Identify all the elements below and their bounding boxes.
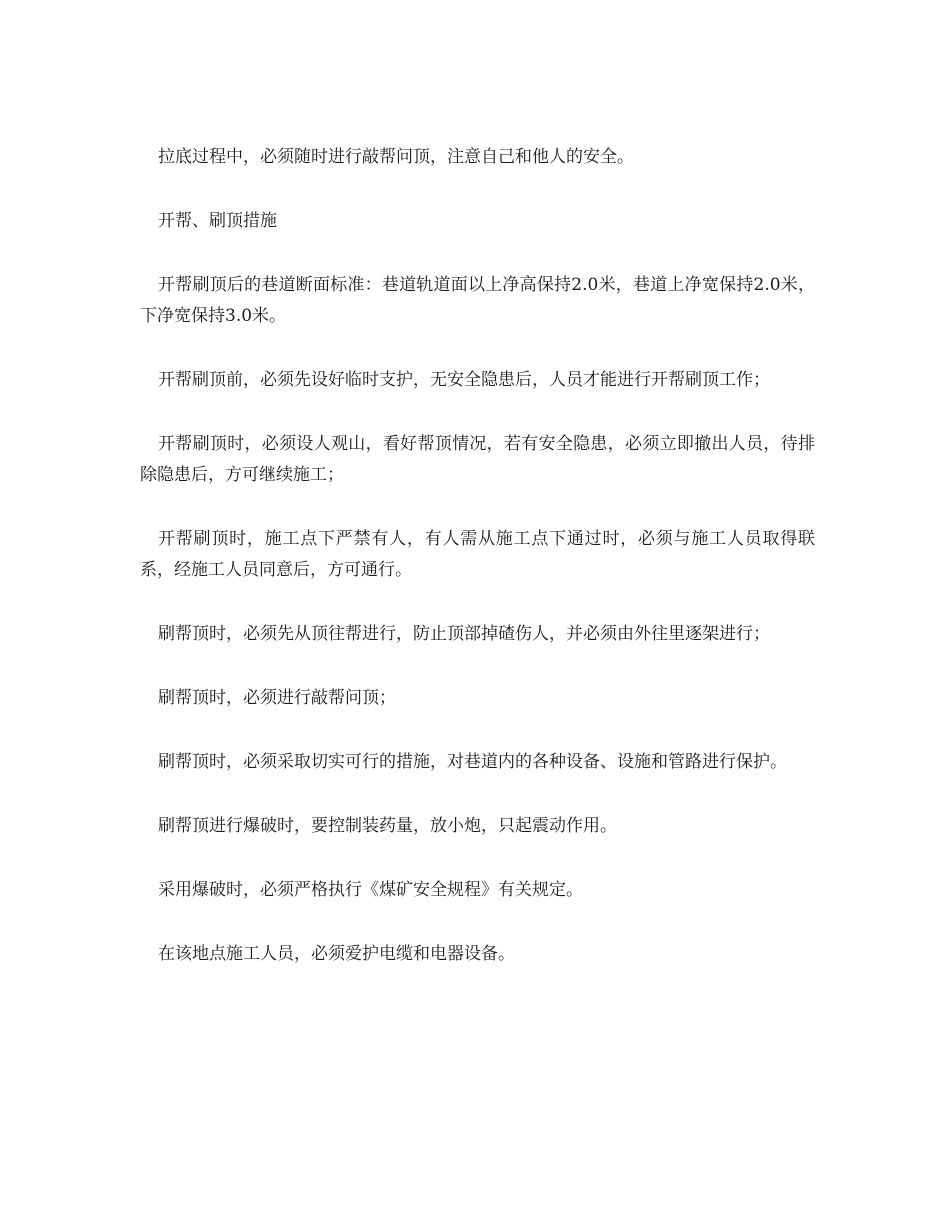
paragraph-cable-care: 在该地点施工人员，必须爱护电缆和电器设备。 — [158, 944, 515, 964]
paragraph-no-personnel-below: 开帮刷顶时，施工点下严禁有人，有人需从施工点下通过时，必须与施工人员取得联系，经施工人员同意后，方可通行。 — [140, 529, 815, 580]
paragraph-observer: 开帮刷顶时，必须设人观山，看好帮顶情况，若有安全隐患，必须立即撤出人员，待排除隐患后，方可继续施工； — [140, 434, 815, 485]
paragraph-top-to-side: 刷帮顶时，必须先从顶往帮进行，防止顶部掉碴伤人，并必须由外往里逐架进行； — [158, 624, 770, 644]
section-heading-measures: 开帮、刷顶措施 — [158, 211, 277, 231]
paragraph-knock-check: 刷帮顶时，必须进行敲帮问顶； — [158, 688, 396, 708]
paragraph-blasting-charge: 刷帮顶进行爆破时，要控制装药量，放小炮，只起震动作用。 — [158, 816, 617, 836]
paragraph-temporary-support: 开帮刷顶前，必须先设好临时支护，无安全隐患后，人员才能进行开帮刷顶工作； — [158, 370, 770, 390]
paragraph-lading-safety: 拉底过程中，必须随时进行敲帮问顶，注意自己和他人的安全。 — [158, 147, 634, 167]
document-body — [140, 142, 815, 1003]
paragraph-safety-regulations: 采用爆破时，必须严格执行《煤矿安全规程》有关规定。 — [158, 880, 583, 900]
paragraph-section-standard: 开帮刷顶后的巷道断面标准：巷道轨道面以上净高保持2.0米，巷道上净宽保持2.0米，下净宽保持3.0米。 — [140, 275, 815, 326]
paragraph-equipment-protection: 刷帮顶时，必须采取切实可行的措施，对巷道内的各种设备、设施和管路进行保护。 — [158, 752, 787, 772]
